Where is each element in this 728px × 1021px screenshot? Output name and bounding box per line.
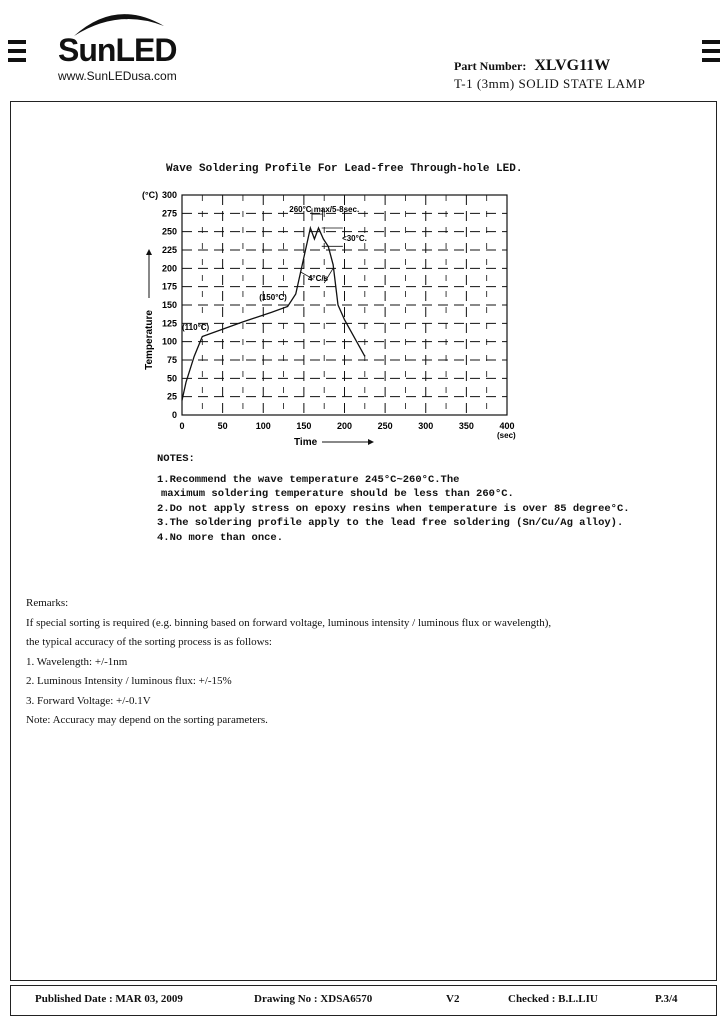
y-tick-label: 100	[161, 336, 177, 347]
chart-annotation: (150°C)	[259, 292, 287, 302]
notes-heading: NOTES:	[157, 453, 195, 465]
x-tick-label: 50	[217, 421, 228, 431]
x-tick-label: 100	[255, 421, 271, 431]
remark-line: 2. Luminous Intensity / luminous flux: +/-15%	[26, 675, 232, 687]
x-tick-label: 200	[336, 421, 353, 431]
part-description: T-1 (3mm) SOLID STATE LAMP	[454, 76, 646, 91]
x-axis-label: Time	[294, 437, 318, 448]
note-line: 2.Do not apply stress on epoxy resins when temperature is over 85 degree°C.	[157, 502, 630, 515]
chart-title: Wave Soldering Profile For Lead-free Through-hole LED.	[166, 163, 523, 175]
drawing-number: Drawing No : XDSA6570	[254, 993, 373, 1005]
y-tick-label: 50	[166, 373, 177, 384]
y-tick-label: 125	[161, 318, 177, 329]
remark-line: Note: Accuracy may depend on the sorting parameters.	[26, 714, 268, 726]
y-unit-label: (°C)	[142, 190, 159, 200]
y-tick-label: 200	[161, 263, 177, 274]
x-tick-label: 400	[499, 421, 515, 431]
remark-line: If special sorting is required (e.g. binning based on forward voltage, luminous intensity / luminous flux or wavelength),	[26, 616, 552, 629]
note-line: 1.Recommend the wave temperature 245°C~260°C.The	[157, 473, 460, 486]
website-url: www.SunLEDusa.com	[58, 69, 177, 83]
x-tick-label: 300	[418, 421, 434, 431]
part-number-value: XLVG11W	[534, 57, 611, 74]
left-bars-decoration	[8, 40, 26, 67]
y-tick-label: 275	[161, 208, 177, 219]
y-tick-label: 25	[166, 391, 177, 402]
sunled-logo	[56, 2, 196, 82]
x-axis-arrow-head	[368, 439, 374, 445]
y-tick-label: 300	[161, 190, 177, 200]
note-line: 3.The soldering profile apply to the lead free soldering (Sn/Cu/Ag alloy).	[157, 517, 624, 529]
chart-annotation: 260°C max/5-8sec.	[289, 204, 360, 214]
chart-annotation: (110°C)	[182, 322, 210, 332]
notes-block	[157, 452, 630, 545]
published-date: Published Date : MAR 03, 2009	[35, 993, 183, 1005]
y-axis-arrow-head	[146, 249, 152, 255]
soldering-profile-chart	[136, 180, 536, 450]
note-line: maximum soldering temperature should be less than 260°C.	[161, 488, 514, 500]
version: V2	[446, 993, 460, 1005]
remarks-block	[26, 594, 551, 731]
part-number-line	[454, 57, 610, 75]
y-tick-label: 175	[161, 281, 177, 292]
remarks-heading: Remarks:	[26, 597, 69, 609]
chart-annotation: 4°C/s	[307, 273, 329, 283]
note-line: 4.No more than once.	[157, 531, 284, 544]
chart-annotation: <30°C.	[342, 234, 367, 244]
x-tick-label: 0	[179, 421, 185, 431]
remark-line: the typical accuracy of the sorting process is as follows:	[26, 636, 272, 648]
x-tick-label: 250	[377, 421, 393, 431]
profile-curve	[182, 228, 365, 400]
logo-text: SunLED	[58, 32, 177, 68]
y-axis-label: Temperature	[144, 310, 155, 370]
remark-line: 1. Wavelength: +/-1nm	[26, 655, 128, 668]
y-tick-label: 150	[161, 300, 177, 310]
x-unit-label: (sec)	[497, 431, 516, 440]
remark-line: 3. Forward Voltage: +/-0.1V	[26, 694, 151, 707]
y-tick-label: 225	[161, 245, 177, 255]
x-tick-label: 150	[296, 421, 312, 431]
page-number: P.3/4	[655, 993, 678, 1005]
y-tick-label: 250	[161, 226, 177, 237]
x-tick-label: 350	[458, 421, 474, 431]
right-bars-decoration	[702, 40, 720, 67]
y-tick-label: 0	[171, 410, 177, 420]
part-number-label: Part Number:	[454, 59, 527, 73]
y-tick-label: 75	[166, 355, 177, 365]
checked-by: Checked : B.L.LIU	[508, 993, 598, 1005]
